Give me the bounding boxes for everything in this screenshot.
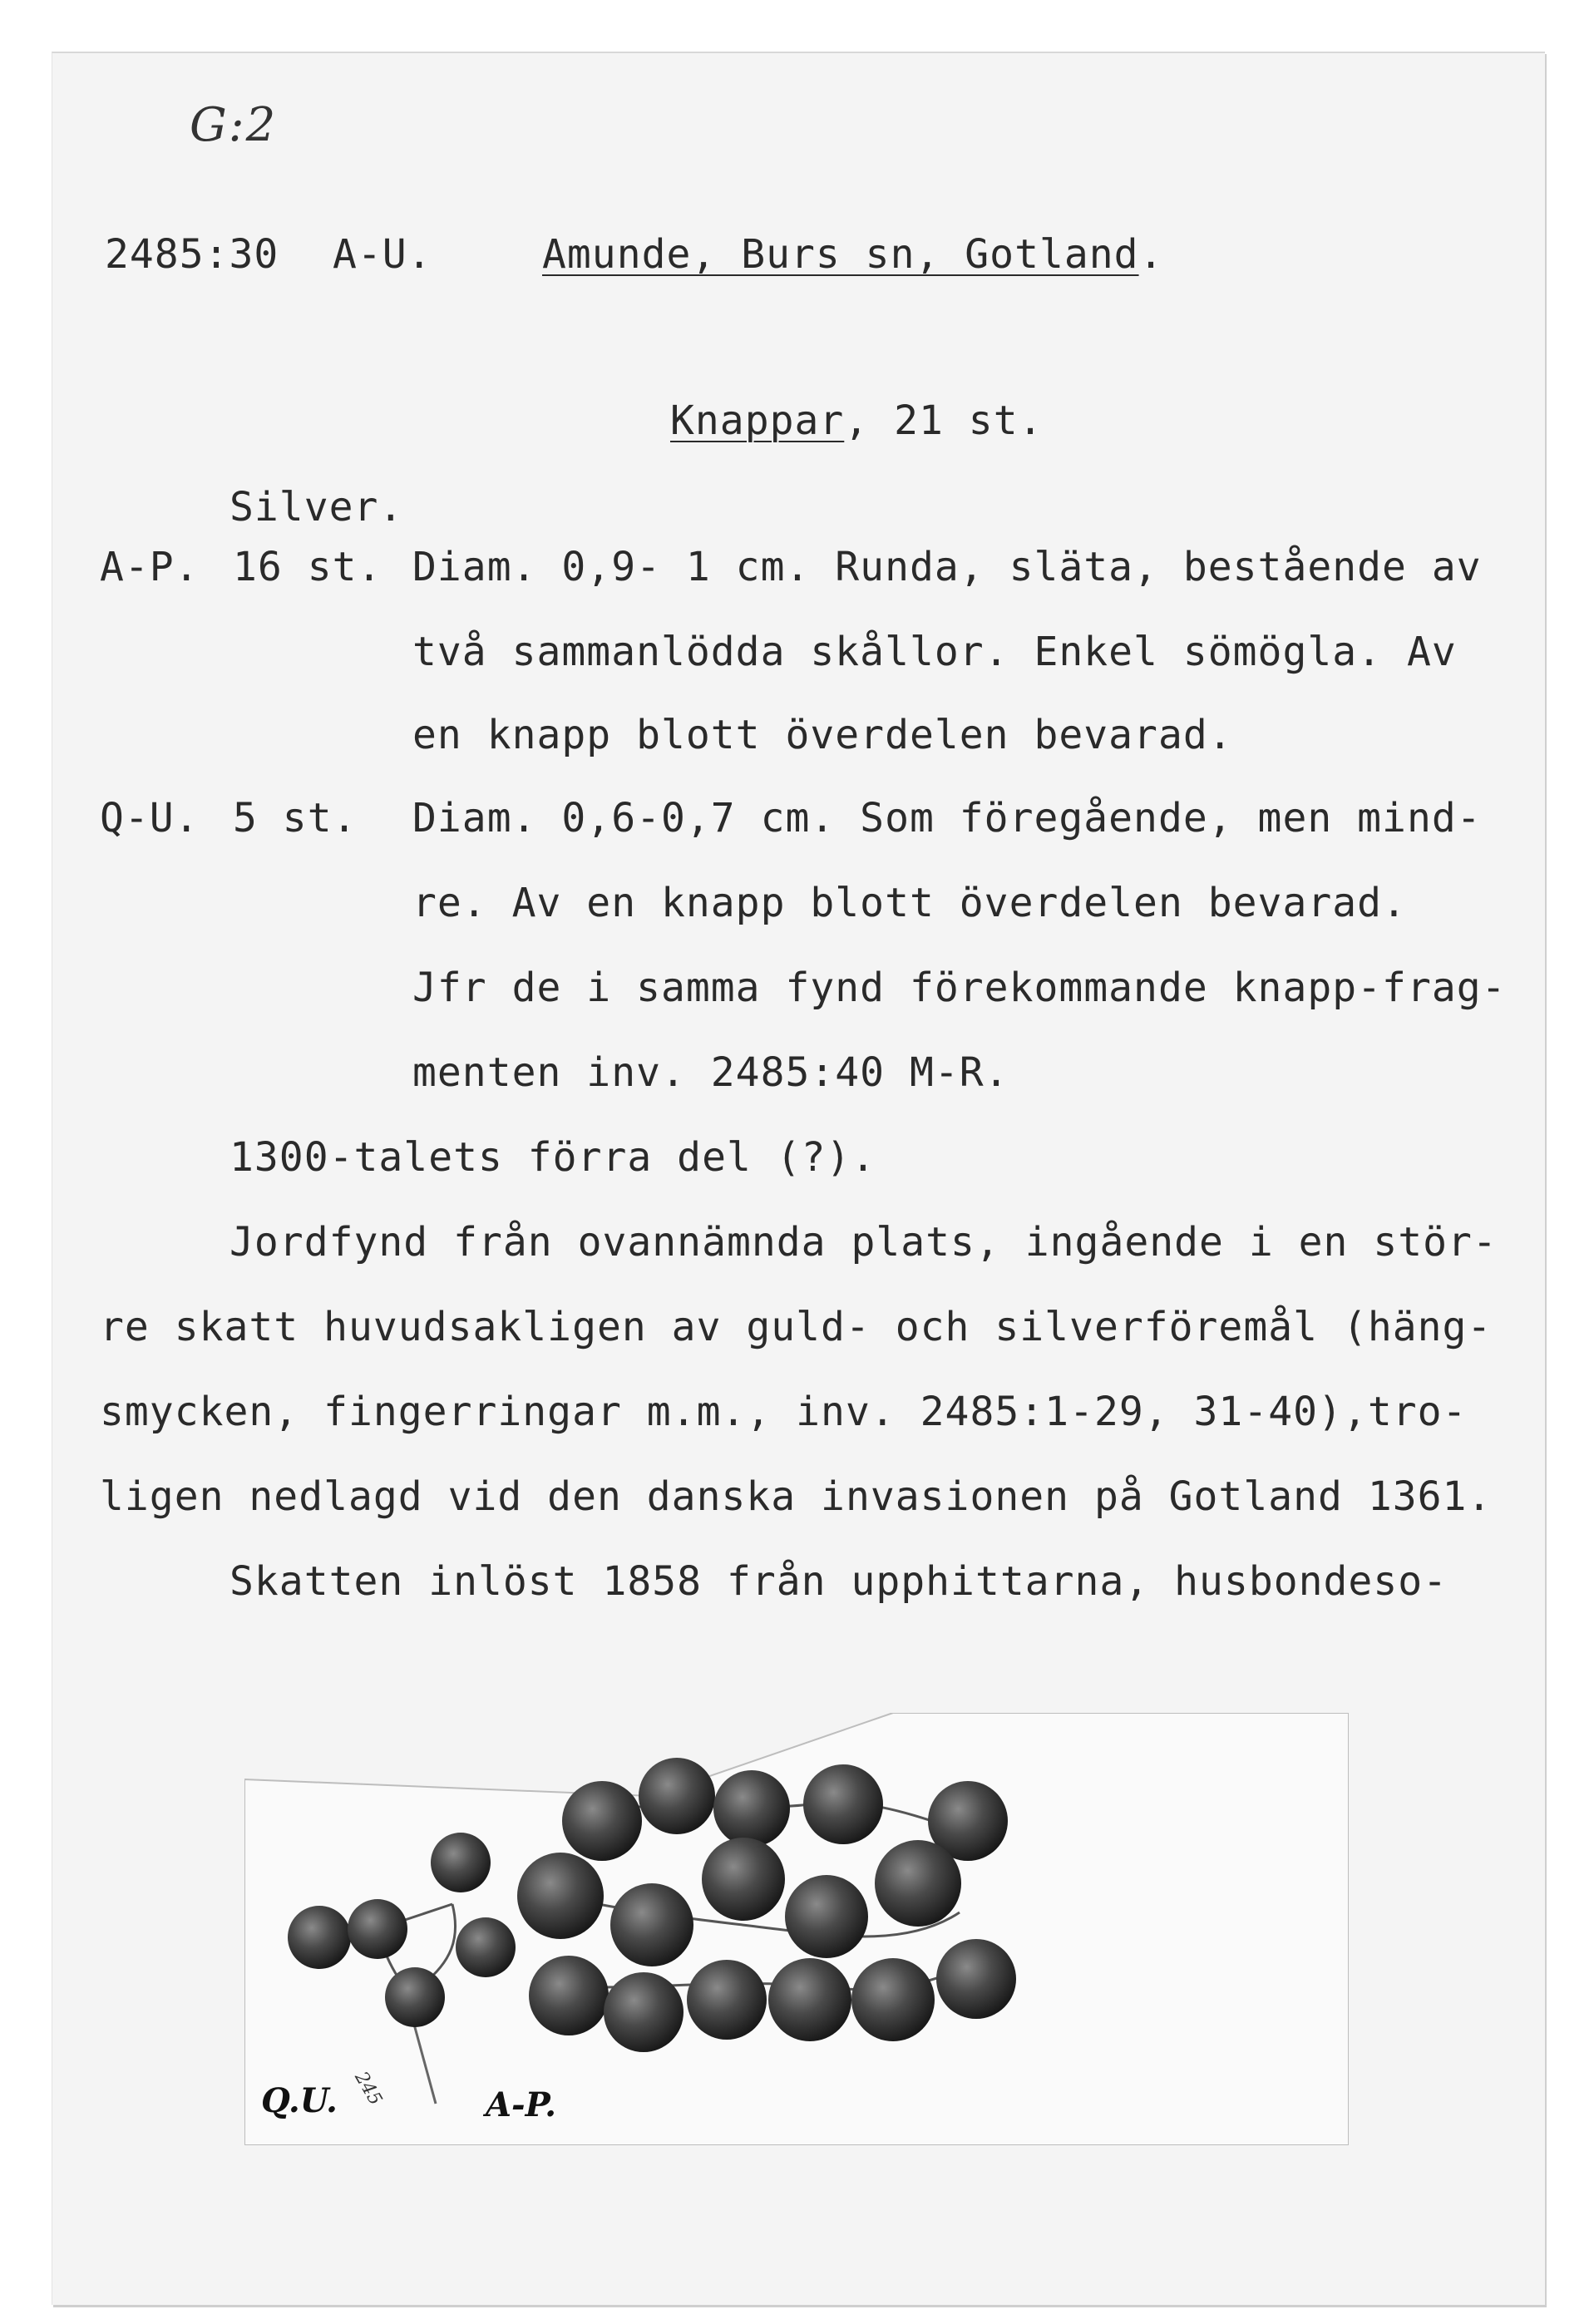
body-line: Skatten inlöst 1858 från upphittarna, husbondeso- [229, 1558, 1448, 1605]
entry-count: 16 st. [233, 544, 382, 590]
find-place-end: . [1138, 231, 1164, 278]
entry-text-line: Diam. 0,6-0,7 cm. Som föregående, men mind- [412, 795, 1482, 841]
photo-label-qu: Q.U. [261, 2081, 338, 2120]
button-large [851, 1958, 935, 2041]
entry-text-line: Jfr de i samma fynd förekommande knapp-frag- [412, 965, 1507, 1011]
artifact-photograph [244, 1713, 1349, 2145]
entry-count: 5 st. [233, 795, 358, 841]
button-large [803, 1764, 883, 1844]
button-small [348, 1899, 407, 1959]
find-place-name: Amunde, Burs sn, Gotland [542, 231, 1139, 278]
material: Silver. [229, 484, 404, 530]
button-large [687, 1960, 767, 2040]
photo-label-small: 245 [350, 2068, 386, 2109]
photo-label-ap: A-P. [486, 2085, 557, 2124]
button-large [604, 1972, 683, 2052]
entry-text-line: Diam. 0,9- 1 cm. Runda, släta, bestående av [412, 544, 1482, 590]
button-large [875, 1840, 961, 1927]
button-large [610, 1883, 693, 1966]
find-place [542, 231, 1163, 278]
entry-text-line: re. Av en knapp blott överdelen bevarad. [412, 880, 1407, 926]
body-line: Jordfynd från ovannämnda plats, ingående i en stör- [229, 1219, 1498, 1266]
button-small [288, 1906, 351, 1969]
inventory-number: 2485:30 [105, 231, 279, 278]
entry-label: Q-U. [100, 795, 200, 841]
button-large [639, 1758, 715, 1834]
inventory-code: A-U. [333, 231, 432, 278]
object-title-main: Knappar [670, 397, 845, 444]
dating: 1300-talets förra del (?). [229, 1134, 876, 1181]
entry-text-line: en knapp blott överdelen bevarad. [412, 712, 1233, 758]
button-large [713, 1770, 790, 1847]
entry-text-line: två sammanlödda skållor. Enkel sömögla. Av [412, 629, 1457, 675]
button-large [785, 1875, 868, 1958]
button-large [517, 1853, 604, 1939]
button-small [431, 1833, 491, 1892]
object-title [670, 397, 1043, 444]
body-line: ligen nedlagd vid den danska invasionen på Gotland 1361. [100, 1473, 1493, 1520]
button-large [936, 1939, 1016, 2019]
entry-label: A-P. [100, 544, 200, 590]
entry-text-line: menten inv. 2485:40 M-R. [412, 1049, 1009, 1096]
button-large [529, 1956, 609, 2035]
button-large [768, 1958, 851, 2041]
button-small [385, 1967, 445, 2027]
body-line: re skatt huvudsakligen av guld- och silverföremål (häng- [100, 1304, 1493, 1350]
body-line: smycken, fingerringar m.m., inv. 2485:1-29, 31-40),tro- [100, 1389, 1468, 1435]
object-title-rest: , 21 st. [844, 397, 1044, 444]
button-small [456, 1917, 516, 1977]
button-large [562, 1781, 642, 1861]
button-large [702, 1838, 785, 1921]
handwritten-ref: G:2 [190, 98, 278, 152]
